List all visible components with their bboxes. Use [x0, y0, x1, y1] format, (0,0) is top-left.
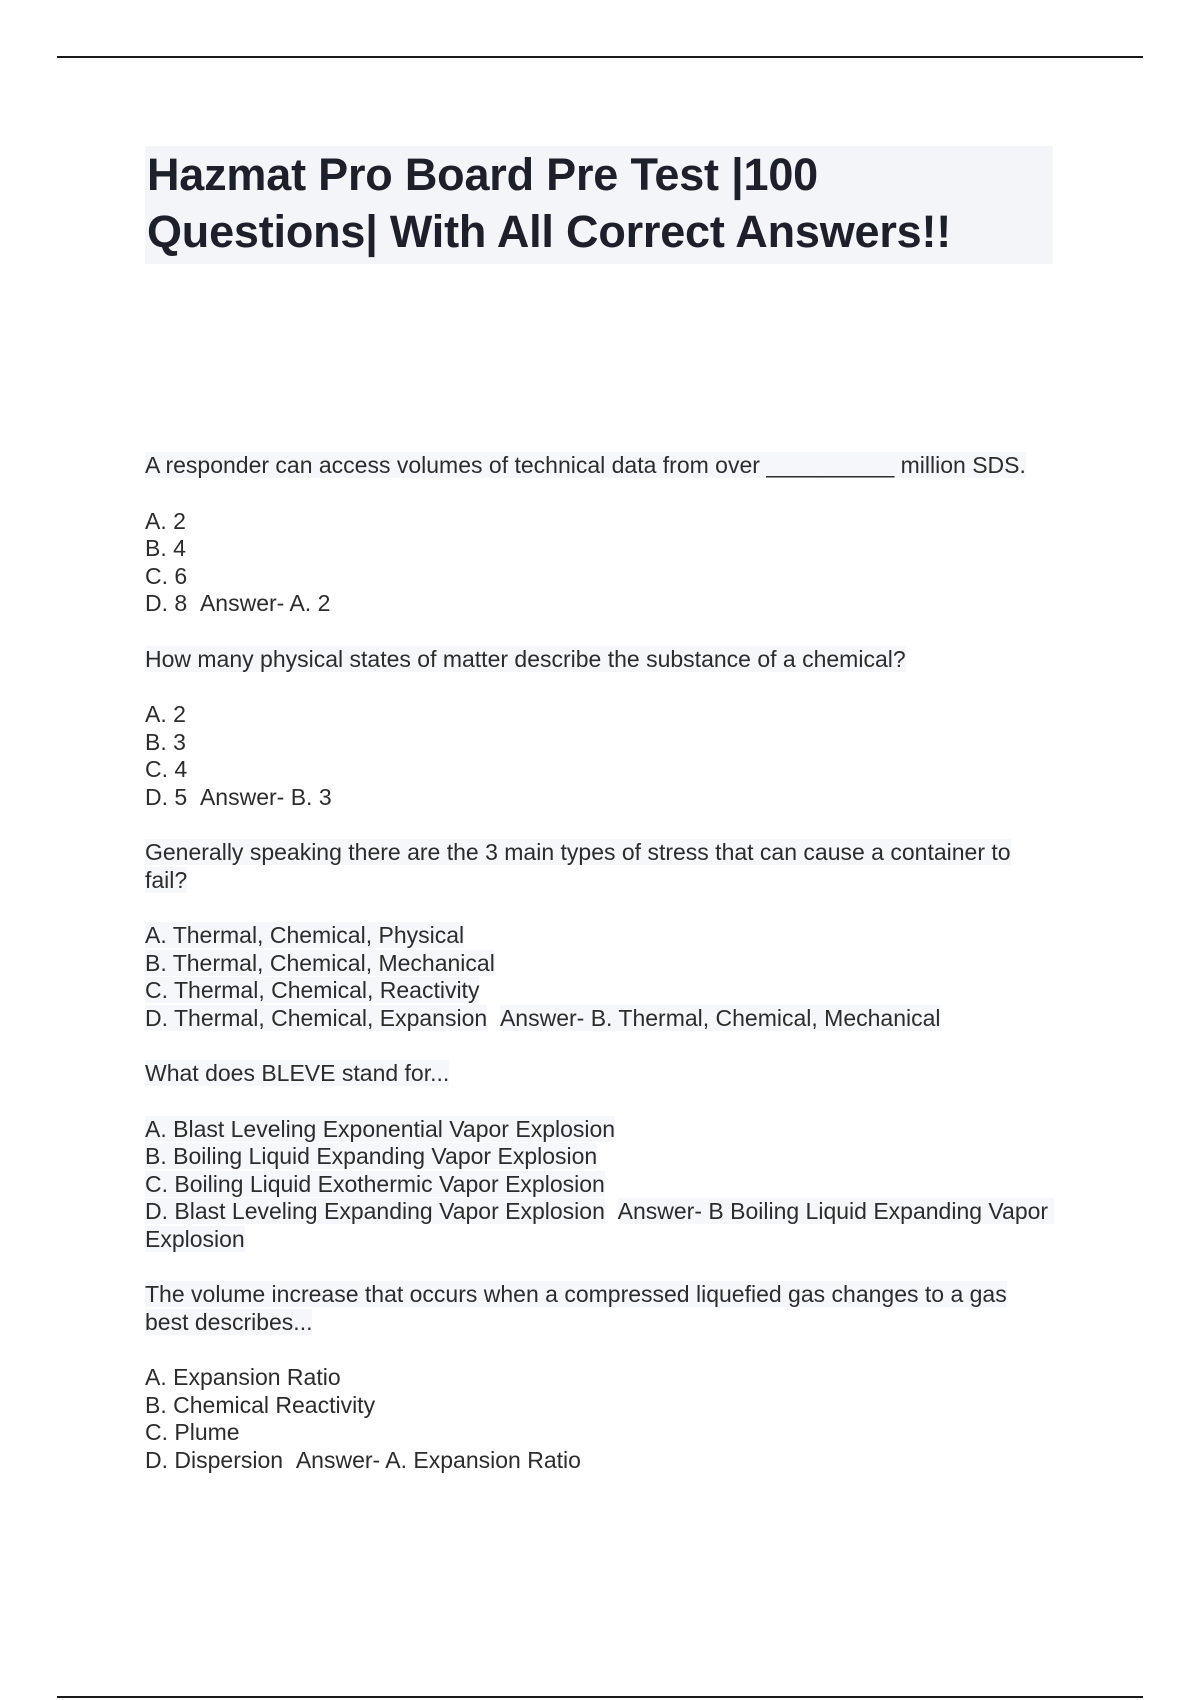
option-b [145, 1143, 1065, 1171]
question-text-content: The volume increase that occurs when a compressed liquefied gas changes to a gas best describes... [145, 1281, 1007, 1335]
option-a: A. 2 [145, 507, 186, 534]
questions-list [145, 452, 1065, 1502]
option-a [145, 922, 1065, 950]
question-text-content: A responder can access volumes of technical data from over __________ million SDS. [145, 452, 1026, 478]
option-a: A. Expansion Ratio [145, 1364, 341, 1390]
option-b: B. 4 [145, 535, 186, 561]
option-c: C. 4 [145, 756, 188, 782]
option-b: B. Chemical Reactivity [145, 1391, 376, 1418]
option-d: D. Thermal, Chemical, Expansion [145, 1004, 488, 1031]
option-c: C. Plume [145, 1419, 240, 1445]
option-b [145, 950, 1065, 978]
question-2 [145, 646, 1065, 812]
title-block [145, 146, 1053, 264]
question-text-content: How many physical states of matter describe the substance of a chemical? [145, 645, 906, 672]
option-b-text: B. Thermal, Chemical, Mechanical [145, 949, 495, 976]
top-rule [57, 56, 1143, 58]
option-d: D. Blast Leveling Expanding Vapor Explosion [145, 1198, 605, 1224]
option-c: C. 6 [145, 562, 188, 589]
option-c [145, 1171, 1065, 1199]
option-a [145, 1116, 1065, 1144]
question-text [145, 1060, 1050, 1088]
option-d-with-answer [145, 590, 1065, 618]
option-c-text: C. Boiling Liquid Exothermic Vapor Explosion [145, 1170, 605, 1197]
options-list [145, 508, 1065, 618]
question-1 [145, 452, 1065, 618]
option-d: D. Dispersion [145, 1446, 284, 1473]
option-d-with-answer [145, 1198, 1065, 1253]
answer: Answer- A. 2 [199, 590, 331, 616]
answer: Answer- A. Expansion Ratio [295, 1446, 581, 1473]
bottom-rule [57, 1696, 1143, 1698]
option-d: D. 8 [145, 590, 188, 616]
option-a-text: A. Blast Leveling Exponential Vapor Explosion [145, 1115, 616, 1142]
option-a-text: A. Thermal, Chemical, Physical [145, 922, 465, 948]
option-d-with-answer [145, 1005, 1065, 1033]
option-a: A. 2 [145, 701, 186, 727]
document-title: Hazmat Pro Board Pre Test |100 Questions| With All Correct Answers!! [147, 149, 952, 257]
answer: Answer- B. 3 [199, 783, 332, 810]
option-d-with-answer [145, 784, 1065, 812]
question-text [145, 646, 1050, 674]
question-text [145, 1281, 1050, 1336]
question-3 [145, 839, 1065, 1032]
options-list [145, 701, 1065, 811]
option-d-with-answer [145, 1447, 1065, 1475]
question-text [145, 452, 1050, 480]
options-list [145, 1116, 1065, 1254]
question-text-content: What does BLEVE stand for... [145, 1060, 450, 1086]
question-5 [145, 1281, 1065, 1474]
option-d: D. 5 [145, 783, 188, 810]
question-4 [145, 1060, 1065, 1253]
answer: Answer- B. Thermal, Chemical, Mechanical [499, 1004, 941, 1031]
question-text-content: Generally speaking there are the 3 main types of stress that can cause a container to fail? [145, 839, 1011, 893]
option-c [145, 977, 1065, 1005]
option-b: B. 3 [145, 728, 186, 755]
option-b-text: B. Boiling Liquid Expanding Vapor Explosion [145, 1143, 598, 1169]
options-list [145, 922, 1065, 1032]
option-c-text: C. Thermal, Chemical, Reactivity [145, 977, 480, 1003]
options-list [145, 1364, 1065, 1474]
question-text [145, 839, 1050, 894]
answer: Answer- B Boiling Liquid Expanding Vapor Explosion [145, 1198, 1055, 1252]
